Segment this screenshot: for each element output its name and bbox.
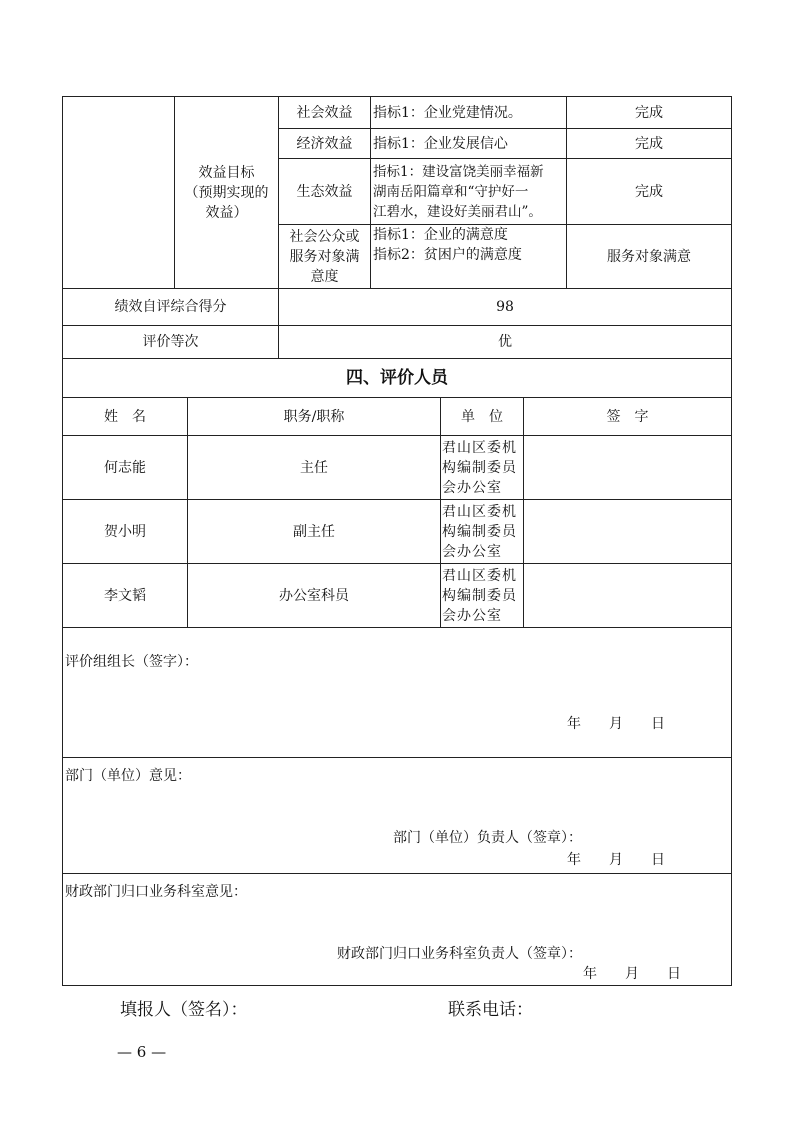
grade-label-text: 评价等次 [142, 334, 199, 350]
evaluator-unit-line: 会办公室 [442, 543, 502, 560]
benefit-result-social [567, 97, 731, 128]
benefit-indicator-satisfaction [373, 225, 566, 265]
benefit-category-line: 效益） [205, 204, 248, 221]
evaluator-position-text: 办公室科员 [279, 587, 349, 604]
evaluator-position-text: 主任 [300, 459, 328, 476]
leader-signature-box[interactable] [63, 628, 731, 757]
benefit-type-social [279, 97, 370, 128]
section-title [63, 359, 731, 397]
evaluator-position-text: 副主任 [293, 523, 335, 540]
benefit-category [175, 97, 278, 288]
grade-label [63, 326, 278, 358]
evaluator-name-text: 何志能 [104, 459, 146, 476]
evaluator-signature-field[interactable] [524, 436, 731, 499]
evaluator-position [188, 436, 440, 499]
evaluator-unit-line: 会办公室 [442, 607, 502, 624]
benefit-type-ecological [279, 159, 370, 224]
benefit-indicator-ecological [373, 159, 566, 224]
section-title-text: 四、评价人员 [346, 368, 448, 388]
page-number: — 6 — [117, 1043, 167, 1061]
benefit-result-label: 服务对象满意 [607, 248, 691, 265]
benefit-type-economic [279, 129, 370, 158]
header-signature [524, 398, 731, 435]
benefit-result-ecological [567, 159, 731, 224]
evaluator-name-text: 李文韬 [104, 587, 146, 604]
contact-phone-label: 联系电话： [448, 1000, 533, 1020]
benefit-result-label: 完成 [635, 135, 663, 152]
finance-date: 年 月 日 [583, 966, 681, 982]
department-signer: 部门（单位）负责人（签章）： [393, 830, 582, 846]
header-position-text: 职务/职称 [283, 408, 345, 425]
evaluator-unit-line: 会办公室 [442, 479, 502, 496]
evaluator-unit-line: 构编制委员 [442, 587, 517, 604]
benefit-indicator-line: 指标1：企业党建情况。 [373, 104, 522, 121]
benefit-type-satisfaction [279, 225, 370, 288]
leader-label: 评价组组长（签字）： [65, 654, 198, 670]
benefit-indicator-line: 江碧水，建设好美丽君山”。 [373, 203, 542, 220]
benefit-type-label: 生态效益 [296, 183, 353, 200]
score-value [279, 289, 731, 325]
benefit-type-line: 意度 [310, 268, 339, 285]
department-opinion-box[interactable] [63, 758, 731, 873]
evaluator-name-text: 贺小明 [104, 523, 146, 540]
benefit-category-line: （预期实现的 [184, 184, 269, 201]
score-label-text: 绩效自评综合得分 [114, 299, 227, 315]
benefit-category-line: 效益目标 [198, 164, 255, 181]
benefit-result-satisfaction [567, 225, 731, 288]
evaluator-name [63, 436, 187, 499]
evaluator-unit [442, 500, 523, 563]
header-unit-text: 单 位 [461, 408, 503, 425]
evaluator-signature-field[interactable] [524, 564, 731, 627]
benefit-indicator-economic [373, 129, 566, 158]
benefit-result-economic [567, 129, 731, 158]
evaluator-position [188, 500, 440, 563]
evaluator-name [63, 500, 187, 563]
filler-signature-label: 填报人（签名）： [120, 1000, 248, 1020]
benefit-result-label: 完成 [635, 183, 663, 200]
evaluator-unit [442, 564, 523, 627]
benefit-indicator-line: 指标1：企业发展信心 [373, 135, 508, 152]
evaluator-unit-line: 构编制委员 [442, 459, 517, 476]
grade-value-text: 优 [498, 334, 512, 350]
evaluator-unit-line: 君山区委机 [442, 439, 517, 456]
evaluator-unit-line: 构编制委员 [442, 523, 517, 540]
score-label [63, 289, 278, 325]
header-signature-text: 签 字 [606, 408, 649, 425]
benefit-indicator-social [373, 97, 566, 128]
benefit-indicator-line: 指标1：企业的满意度 [373, 227, 508, 243]
header-unit [441, 398, 523, 435]
evaluator-unit-line: 君山区委机 [442, 567, 517, 584]
benefit-indicator-line: 指标2：贫困户的满意度 [373, 247, 522, 263]
evaluator-name [63, 564, 187, 627]
finance-opinion-box[interactable] [63, 874, 731, 985]
benefit-type-line: 服务对象满 [289, 248, 360, 265]
evaluator-position [188, 564, 440, 627]
evaluator-unit-line: 君山区委机 [442, 503, 517, 520]
benefit-type-label: 社会效益 [296, 104, 353, 121]
header-name [63, 398, 187, 435]
score-value-text: 98 [496, 299, 514, 315]
department-date: 年 月 日 [567, 852, 665, 868]
leader-date: 年 月 日 [567, 716, 665, 732]
evaluator-signature-field[interactable] [524, 500, 731, 563]
header-position [188, 398, 440, 435]
header-name-text: 姓 名 [104, 408, 146, 425]
finance-label: 财政部门归口业务科室意见： [65, 884, 247, 900]
finance-signer: 财政部门归口业务科室负责人（签章）： [337, 946, 582, 962]
evaluator-unit [442, 436, 523, 499]
benefit-type-line: 社会公众或 [289, 228, 360, 245]
benefit-type-label: 经济效益 [296, 135, 353, 152]
benefit-indicator-line: 湖南岳阳篇章和“守护好一 [373, 183, 529, 200]
benefit-indicator-line: 指标1：建设富饶美丽幸福新 [373, 163, 544, 180]
grade-value [279, 326, 731, 358]
benefit-result-label: 完成 [635, 104, 663, 121]
department-label: 部门（单位）意见： [65, 768, 191, 784]
